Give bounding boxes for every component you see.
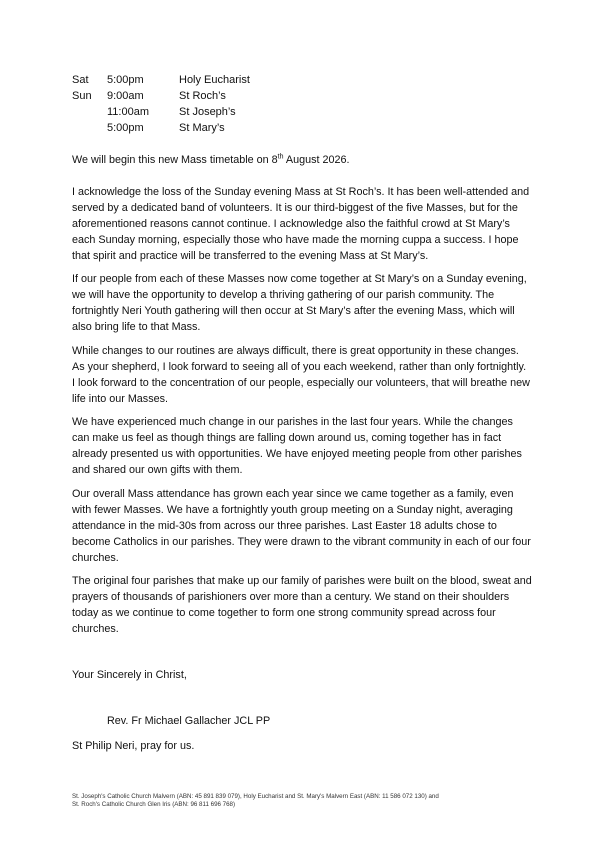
closing-prayer: St Philip Neri, pray for us. [72, 740, 195, 752]
body-paragraph: We have experienced much change in our parishes in the last four years. While the changes can make us feel as though things are falling down around us, coming together has in fact already presented us with opportunities. We have enjoyed meeting people from other parishes and shared our own gifts with them. [72, 416, 522, 476]
body-paragraph: If our people from each of these Masses now come together at St Mary’s on a Sunday evening, we will have the opportunity to develop a thriving gathering of our parish community. The fortnightly Neri Youth gathering will then occur at St Mary’s after the evening Mass, which will also bring life to that Mass. [72, 273, 527, 333]
intro-paragraph [72, 152, 532, 168]
schedule-row [72, 72, 319, 88]
ordinal-suffix: th [277, 153, 284, 161]
schedule-church: Holy Eucharist [179, 74, 250, 86]
body-paragraph: I acknowledge the loss of the Sunday evening Mass at St Roch’s. It has been well-attended and served by a dedicated band of volunteers. It is our third-biggest of the five Masses, but for the aforementioned reasons cannot continue. I acknowledge also the faithful crowd at St Mary’s each Sunday morning, especially those who have made the morning cuppa a success. I hope that spirit and practice will be transferred to the evening Mass at St Mary’s. [72, 186, 530, 262]
body-paragraph: Our overall Mass attendance has grown each year since we came together as a family, even with fewer Masses. We have a fortnightly youth group meeting on a Sunday night, averaging attendance in the mid-30s from across our three parishes. Last Easter 18 adults chose to become Catholics in our parishes. They were drawn to the vibrant community in each of our four churches. [72, 488, 531, 564]
schedule-time: 11:00am [107, 106, 149, 118]
schedule-row [72, 104, 319, 120]
intro-text-after: August 2026. [283, 154, 350, 166]
mass-schedule [72, 72, 319, 136]
footer-line: St. Roch's Catholic Church Glen Iris (ABN: 96 811 696 768) [72, 801, 236, 808]
schedule-church: St Roch’s [179, 90, 226, 102]
signature-name: Rev. Fr Michael Gallacher JCL PP [107, 715, 271, 727]
footer-line: St. Joseph's Catholic Church Malvern (ABN: 45 891 839 079), Holy Eucharist and St. Mary's Malvern East (ABN: 11 586 072 130) and [72, 793, 439, 800]
body-paragraph: The original four parishes that make up our family of parishes were built on the blood, sweat and prayers of thousands of parishioners over more than a century. We stand on their shoulders today as we continue to come together to form one strong community spread across four churches. [72, 575, 532, 635]
schedule-day [72, 104, 107, 120]
schedule-time: 5:00pm [107, 122, 144, 134]
body-paragraph: While changes to our routines are always difficult, there is great opportunity in these changes. As your shepherd, I look forward to seeing all of you each weekend, rather than only fortnightly. I look forward to the concentration of our people, especially our volunteers, that will breathe new life into our Masses. [72, 345, 530, 405]
schedule-church: St Mary’s [179, 122, 225, 134]
schedule-day: Sun [72, 90, 92, 102]
schedule-day: Sat [72, 74, 89, 86]
schedule-time: 5:00pm [107, 74, 144, 86]
closing-salutation: Your Sincerely in Christ, [72, 669, 187, 681]
schedule-day [72, 120, 107, 136]
schedule-church: St Joseph’s [179, 106, 236, 118]
schedule-row [72, 88, 319, 104]
page-footer [72, 793, 532, 809]
intro-text-before: We will begin this new Mass timetable on 8 [72, 154, 278, 166]
schedule-time: 9:00am [107, 90, 144, 102]
schedule-row [72, 120, 319, 136]
